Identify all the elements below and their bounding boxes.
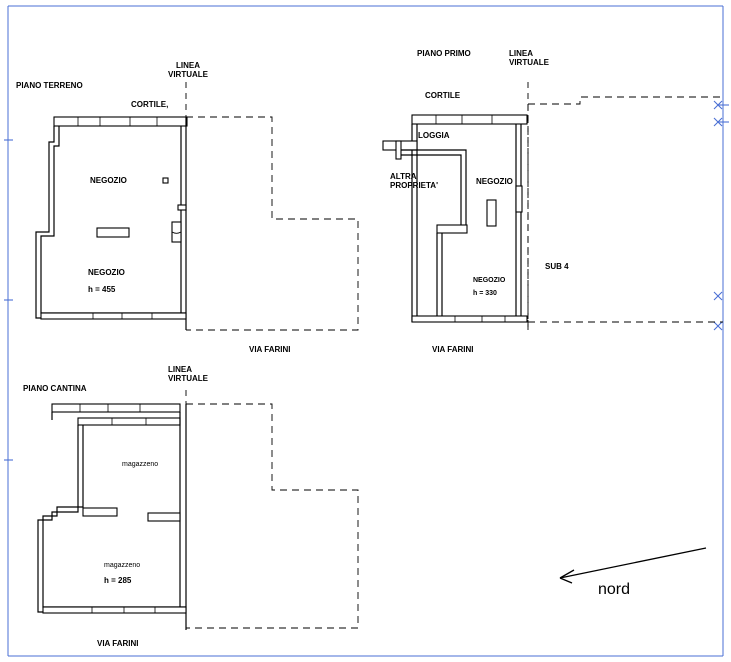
label-via-farini-1: VIA FARINI	[249, 345, 291, 354]
plan-basement-floor	[38, 390, 358, 630]
label-magazzeno-height-285: h = 285	[104, 576, 132, 585]
label-piano-terreno: PIANO TERRENO	[16, 81, 83, 90]
label-negozio-height-455: h = 455	[88, 285, 116, 294]
label-cortile-1: CORTILE,	[131, 100, 169, 109]
label-magazzeno-2: magazzeno	[104, 562, 141, 569]
label-negozio-2: NEGOZIO	[88, 268, 125, 277]
label-via-farini-2: VIA FARINI	[432, 345, 474, 354]
north-arrow	[560, 548, 706, 583]
label-linea-virtuale-1: LINEA VIRTUALE	[168, 61, 208, 80]
label-sub4: SUB 4	[545, 262, 569, 271]
label-via-farini-3: VIA FARINI	[97, 639, 139, 648]
label-piano-primo: PIANO PRIMO	[417, 49, 471, 58]
page-border-marks	[4, 6, 729, 656]
label-loggia: LOGGIA	[418, 131, 450, 140]
label-negozio-4: NEGOZIO	[473, 277, 506, 284]
label-linea-virtuale-3: LINEA VIRTUALE	[168, 365, 208, 384]
label-cortile-2: CORTILE	[425, 91, 461, 100]
label-altra-proprieta: ALTRA PROPRIETA'	[390, 172, 438, 191]
label-negozio-1: NEGOZIO	[90, 176, 127, 185]
plan-first-floor	[383, 82, 723, 330]
label-negozio-height-330: h = 330	[473, 290, 497, 297]
label-negozio-3: NEGOZIO	[476, 177, 513, 186]
label-linea-virtuale-2: LINEA VIRTUALE	[509, 49, 549, 68]
plan-ground-floor	[36, 82, 358, 330]
label-magazzeno-1: magazzeno	[122, 461, 159, 468]
label-nord: nord	[598, 581, 631, 598]
label-piano-cantina: PIANO CANTINA	[23, 384, 87, 393]
